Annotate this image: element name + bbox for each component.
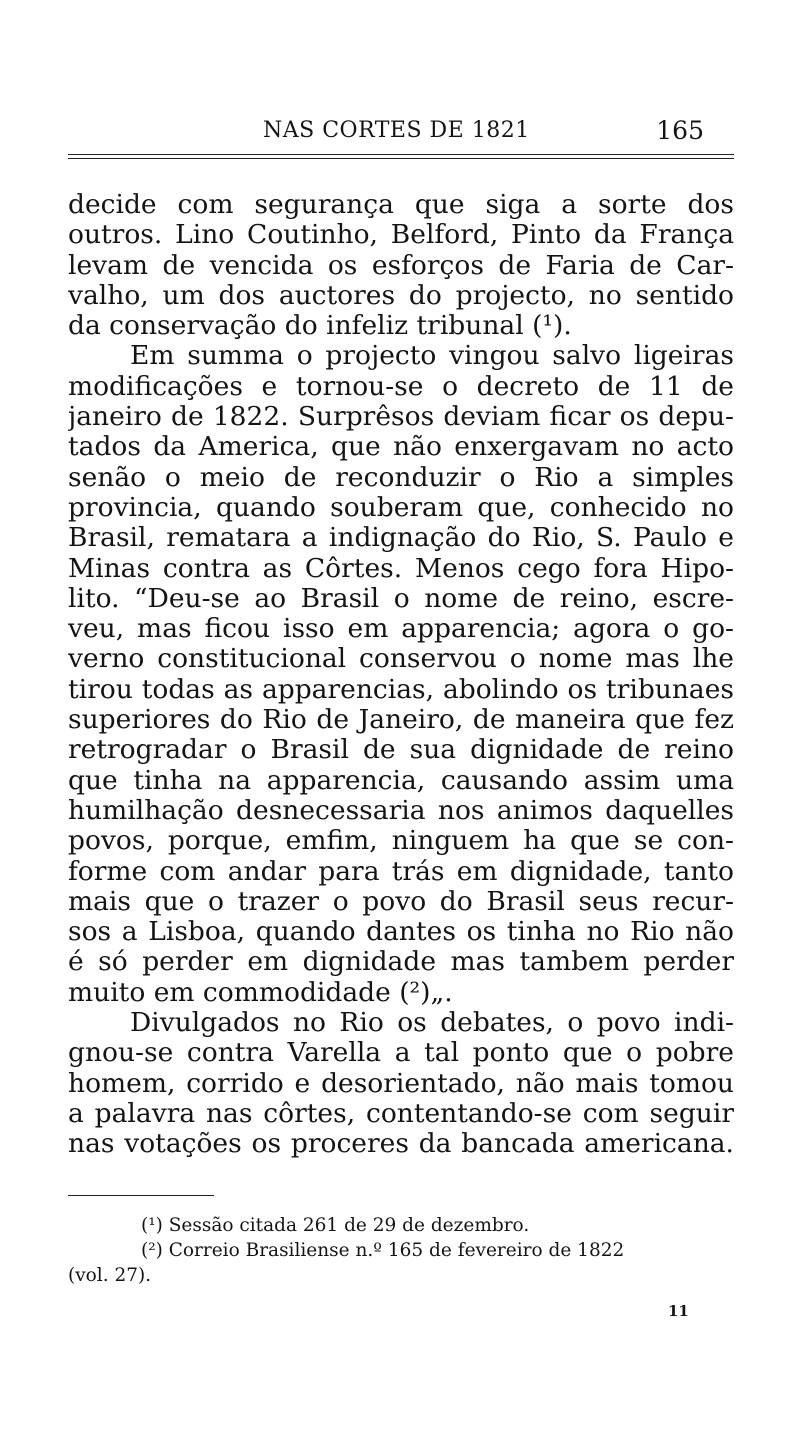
page-number: 165 <box>656 116 704 145</box>
text-line: povos, porque, emfim, ninguem ha que se con- <box>68 826 734 857</box>
text-line: forme com andar para trás em dignidade, tanto <box>68 856 734 887</box>
footnote-2-continuation: (vol. 27). <box>68 1265 152 1286</box>
text-line: decide com segurança que siga a sorte dos <box>68 190 734 220</box>
text-line: modificações e tornou-se o decreto de 11 de <box>68 371 734 402</box>
text-line: humilhação desnecessaria nos animos daquelles <box>68 795 734 826</box>
text-line: provincia, quando souberam que, conhecido no <box>68 492 734 523</box>
text-line: mais que o trazer o povo do Brasil seus recur- <box>68 886 734 917</box>
text-line: homem, corrido e desorientado, não mais tomou <box>68 1068 734 1099</box>
text-line: Minas contra as Côrtes. Menos cego fora Hipo- <box>68 553 734 584</box>
text-line: sos a Lisboa, quando dantes os tinha no Rio não <box>68 917 734 948</box>
text-line: nas votações os proceres da bancada americana. <box>68 1129 734 1160</box>
text-line: outros. Lino Coutinho, Belford, Pinto da França <box>68 220 734 251</box>
text-line: janeiro de 1822. Surprêsos deviam ficar os depu- <box>68 402 734 433</box>
text-line: a palavra nas côrtes, contentando-se com seguir <box>68 1098 734 1129</box>
footnotes <box>68 1213 734 1288</box>
signature-mark: 11 <box>668 1302 689 1320</box>
page-header <box>68 118 734 150</box>
body-text <box>68 190 734 1160</box>
header-rule-upper <box>68 154 734 155</box>
header-rule-lower <box>68 158 734 159</box>
paragraph-start-line: Em summa o projecto vingou salvo ligeiras <box>130 341 734 372</box>
text-line: muito em commodidade (²)„. <box>68 977 453 1008</box>
text-line: Brasil, rematara a indignação do Rio, S. Paulo e <box>68 523 734 554</box>
text-line: é só perder em dignidade mas tambem perder <box>68 947 734 978</box>
text-line: retrogradar o Brasil de sua dignidade de reino <box>68 735 734 766</box>
text-line: verno constitucional conservou o nome mas lhe <box>68 644 734 675</box>
text-line: levam de vencida os esforços de Faria de Car- <box>68 250 734 281</box>
footnote-2: (²) Correio Brasiliense n.º 165 de fevereiro de 1822 <box>141 1240 625 1261</box>
text-line: tirou todas as apparencias, abolindo os tribunaes <box>68 674 734 705</box>
text-line: lito. “Deu-se ao Brasil o nome de reino, escre- <box>68 583 734 614</box>
text-line: valho, um dos auctores do projecto, no sentido <box>68 280 734 311</box>
footnote-separator <box>68 1195 214 1196</box>
text-line: superiores do Rio de Janeiro, de maneira que fez <box>68 705 734 736</box>
text-line: da conservação do infeliz tribunal (¹). <box>68 311 572 342</box>
text-line: gnou-se contra Varella a tal ponto que o pobre <box>68 1038 734 1069</box>
running-title: NAS CORTES DE 1821 <box>263 118 530 143</box>
text-line: que tinha na apparencia, causando assim uma <box>68 765 734 796</box>
text-line: senão o meio de reconduzir o Rio a simples <box>68 462 734 493</box>
text-line: tados da America, que não enxergavam no acto <box>68 432 734 463</box>
footnote-1: (¹) Sessão citada 261 de 29 de dezembro. <box>141 1215 530 1236</box>
text-line: veu, mas ficou isso em apparencia; agora o go- <box>68 614 734 645</box>
paragraph-start-line: Divulgados no Rio os debates, o povo indi- <box>130 1008 734 1039</box>
